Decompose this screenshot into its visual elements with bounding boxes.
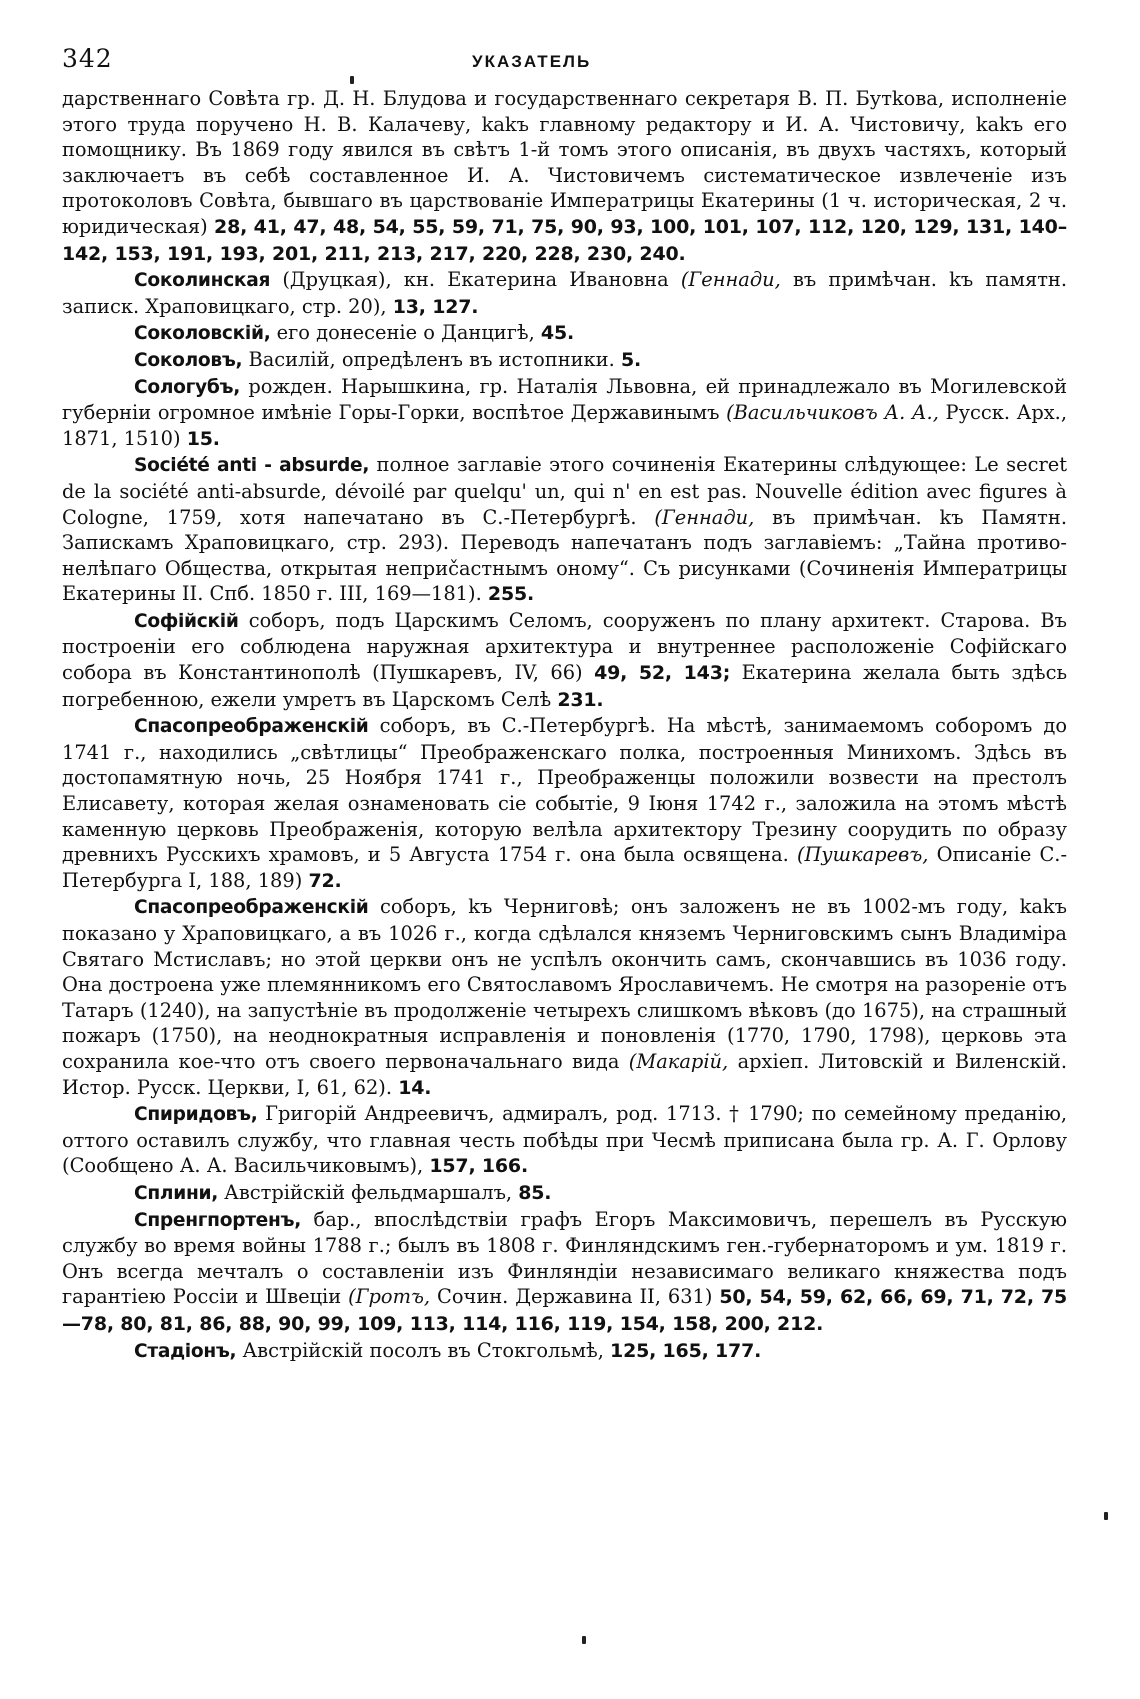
index-entries [62, 86, 1067, 1364]
scan-speck [350, 76, 354, 84]
entry-source: (Гротъ, [348, 1285, 431, 1309]
entry-source: (Макарій, [628, 1049, 729, 1073]
entry-headword: Стадіонъ, [134, 1340, 237, 1362]
index-entry-sokolinskaya [62, 267, 1067, 320]
entry-headword: Сплини, [134, 1182, 218, 1204]
entry-text: Австрійскій посолъ въ Стокгольмѣ, [242, 1338, 604, 1362]
entry-text: бар., впослѣдствіи графъ Егоръ Максимовичъ, перешелъ въ Русскую службу во время войны 1788 г.; былъ въ 1808 г. Финляндскимъ ген.-губернаторомъ и ум. 1819 г. Онъ всегда мечталъ о составленіи изъ Финляндіи независимаго великаго княжества подъ гарантіею Россіи и Швеціи [62, 1207, 1067, 1309]
index-entry-spiridov [62, 1101, 1067, 1180]
scan-speck [1104, 1512, 1108, 1520]
entry-page-refs: 72. [308, 869, 342, 892]
index-entry-spasopreobrazhenskiy-chernigov [62, 894, 1067, 1101]
entry-source: (Васильчиковъ А. А., [726, 401, 939, 425]
entry-page-refs: 14. [398, 1076, 432, 1099]
entry-page-refs: 125, 165, 177. [610, 1339, 762, 1362]
entry-headword: Спренгпортенъ, [134, 1209, 301, 1231]
entry-text: въ примѣчан. kъ памятн. записк. Храповицкаго, стр. 20), [62, 268, 1068, 318]
entry-headword: Соколовъ, [134, 349, 243, 371]
entry-text: рожден. Нарышкина, гр. Наталія Львовна, ей принадлежало въ Могилевской губерніи огромное имѣніе Горы-Горки, воспѣтое Державинымъ [62, 374, 1067, 425]
entry-page-refs: 157, 166. [429, 1155, 528, 1178]
index-entry-sokolovskiy [62, 320, 1067, 347]
entry-source: (Геннади, [680, 268, 781, 292]
entry-page-refs: 255. [487, 583, 535, 606]
entry-page-refs: 13, 127. [392, 295, 479, 318]
entry-text: Василій, опредѣленъ въ истопники. [248, 347, 615, 371]
entry-headword: Спасопреображенскій [134, 716, 369, 738]
entry-headword: Соколовскій, [134, 323, 271, 345]
index-entry-sofiyskiy [62, 608, 1067, 713]
entry-headword: Société anti - absurde, [134, 455, 370, 477]
entry-headword: Спиридовъ, [134, 1104, 258, 1126]
page-number: 342 [62, 44, 113, 73]
running-title: УКАЗАТЕЛЬ [472, 52, 592, 71]
index-entry-sokolov [62, 347, 1067, 374]
entry-headword: Сологубъ, [134, 376, 240, 398]
entry-source: (Геннади, [654, 505, 755, 529]
index-entry-societe-anti-absurde [62, 452, 1067, 608]
entry-text: Австрійскій фельдмаршалъ, [224, 1180, 513, 1204]
entry-text: Григорій Андреевичъ, адмиралъ, род. 1713. † 1790; по семейному преданію, оттого оставилъ службу, что главная честь побѣды при Чесмѣ приписана была гр. А. Г. Орлову (Сообщено А. А. Васильчиковымъ), [62, 1102, 1067, 1178]
page-body [62, 38, 1067, 1364]
scan-speck [582, 1636, 586, 1644]
entry-headword: Соколинская [134, 270, 271, 292]
index-entry-stadion [62, 1338, 1067, 1365]
entry-page-refs: 28, 41, 47, 48, 54, 55, 59, 71, 75, 90, 93, 100, 101, 107, 112, 120, 129, 131, 140–142, 153, 191, 193, 201, 211, 213, 217, 220, 228, 230, 240. [62, 215, 1067, 265]
entry-text: соборъ, подъ Царскимъ Селомъ, сооруженъ по плану архитект. Старова. Въ построеніи его соблюдена наружная архитектура и внутреннее расположеніе Софійскаго собора въ Константинополѣ (Пушкаревъ, IV, 66) [62, 608, 1067, 685]
entry-text: архіеп. Литовскій и Виленскій. Истор. Русск. Церкви, I, 61, 62). [62, 1049, 1067, 1099]
running-head [62, 38, 1067, 86]
entry-text: (Друцкая), кн. Екатерина Ивановна [282, 268, 669, 292]
entry-text: полное заглавіе этого сочиненія Екатерины слѣдующее: Le secret de la société anti-absurde, dévoilé par quelqu' un, qui n' en est pas. Nouvelle édition avec figures à Cologne, 1759, хотя напечатано въ С.-Петербургѣ. [62, 453, 1067, 529]
index-entry-sprengporten [62, 1207, 1067, 1338]
entry-text: соборъ, въ С.-Петербургѣ. На мѣстѣ, занимаемомъ соборомъ до 1741 г., находились „свѣтлицы“ Преображенскаго полка, построенныя Минихомъ. Здѣсь въ достопамятную ночь, 25 Ноября 1741 г., Преображенцы положили возвести на престолъ Елисавету, которая желая ознаменовать сіе событіе, 9 Іюня 1742 г., заложила на этомъ мѣстѣ каменную церковь Преображенія, которую велѣла архитектору Трезину соорудить по образу древнихъ Русскихъ храмовъ, и 5 Августа 1754 г. она была освящена. [62, 714, 1067, 867]
entry-text: его донесеніе о Данцигѣ, [276, 321, 535, 345]
index-entry-sologub [62, 374, 1067, 453]
entry-page-refs: 15. [186, 427, 220, 450]
entry-text: соборъ, kъ Черниговѣ; онъ заложенъ не въ 1002-мъ году, kakъ показано у Храповицкаго, а въ 1026 г., когда сдѣлался княземъ Черниговскимъ сынъ Владиміра Святаго Мстиславъ; но этой церкви онъ не успѣлъ окончить самъ, скончавшись въ 1036 году. Она достроена уже племянникомъ его Святославомъ Ярославичемъ. Не смотря на разореніе отъ Татаръ (1240), на запустѣніе въ продолженіе четырехъ слишкомъ вѣковъ (до 1675), на страшный пожаръ (1750), на неоднократныя исправленія и поновленія (1770, 1790, 1798), церковь эта сохранила кое-что отъ своего первоначальнаго вида [62, 895, 1067, 1073]
entry-text: Описаніе С.-Петербурга I, 188, 189) [62, 843, 1067, 892]
index-entry-continued [62, 86, 1067, 267]
entry-page-refs: 49, 52, 143; [594, 662, 731, 685]
entry-text: Екатерина желала быть здѣсь погребенною, ежели умретъ въ Царскомъ Селѣ [62, 661, 1068, 711]
entry-text: дарственнаго Совѣта гр. Д. Н. Блудова и государственнаго секретаря В. П. Бутkова, исполненіе этого труда поручено Н. В. Калачеву, kakъ главному редактору и И. А. Чистовичу, kakъ его помощнику. Въ 1869 году явился въ свѣтъ 1-й томъ этого описанія, въ двухъ частяхъ, который заключаетъ въ себѣ составленное И. А. Чистовичемъ систематическое извлеченіе изъ протоколовъ Совѣта, бывшаго въ царствованіе Императрицы Екатерины (1 ч. историческая, 2 ч. юридическая) [62, 87, 1067, 238]
entry-page-refs: 45. [540, 322, 574, 345]
entry-page-refs: 50, 54, 59, 62, 66, 69, 71, 72, 75—78, 80, 81, 86, 88, 90, 99, 109, 113, 114, 116, 119, 154, 158, 200, 212. [62, 1286, 1068, 1335]
index-entry-spasopreobrazhenskiy-spb [62, 713, 1067, 894]
entry-source: (Пушкаревъ, [796, 843, 929, 867]
entry-headword: Софійскій [134, 610, 239, 632]
entry-text: Сочин. Державина II, 631) [436, 1285, 713, 1309]
index-entry-splini [62, 1180, 1067, 1207]
entry-text: въ примѣчан. kъ Памятн. Запискамъ Храповицкаго, стр. 293). Переводъ напечатанъ подъ заглавіемъ: „Тайна противо-нелѣпаго Общества, открытая неприčастнымъ оному“. Съ рисунками (Сочиненія Императрицы Екатерины II. Спб. 1850 г. III, 169—181). [62, 505, 1067, 606]
entry-text: Русск. Арх., 1871, 1510) [62, 401, 1068, 450]
entry-page-refs: 85. [518, 1181, 552, 1204]
entry-page-refs: 5. [620, 348, 641, 371]
entry-page-refs: 231. [557, 688, 604, 711]
entry-headword: Спасопреображенскій [134, 897, 369, 919]
